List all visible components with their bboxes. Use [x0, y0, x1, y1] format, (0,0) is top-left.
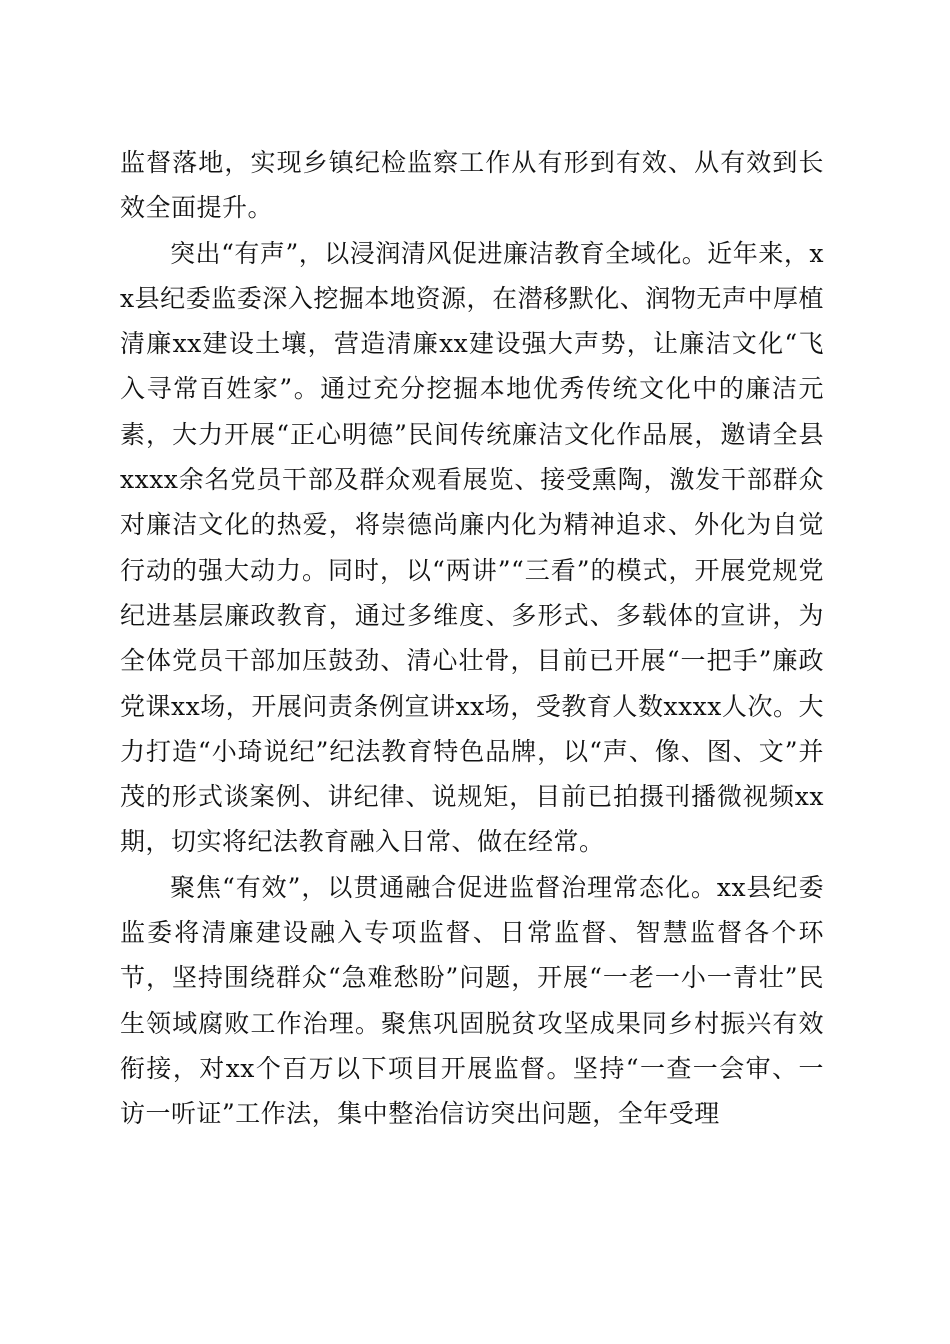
paragraph-youshen: 突出“有声”，以浸润清风促进廉洁教育全域化。近年来，xx县纪委监委深入挖掘本地资源，在潜移默化、润物无声中厚植清廉xx建设土壤，营造清廉xx建设强大声势，让廉洁文化“飞入寻常百姓家”。通过充分挖掘本地优秀传统文化中的廉洁元素，大力开展“正心明德”民间传统廉洁文化作品展，邀请全县xxxx余名党员干部及群众观看展览、接受熏陶，激发干部群众对廉洁文化的热爱，将崇德尚廉内化为精神追求、外化为自觉行动的强大动力。同时，以“两讲”“三看”的模式，开展党规党纪进基层廉政教育，通过多维度、多形式、多载体的宣讲，为全体党员干部加压鼓劲、清心壮骨，目前已开展“一把手”廉政党课xx场，开展问责条例宣讲xx场，受教育人数xxxx人次。大力打造“小琦说纪”纪法教育特色品牌，以“声、像、图、文”并茂的形式谈案例、讲纪律、说规矩，目前已拍摄刊播微视频xx期，切实将纪法教育融入日常、做在经常。 [120, 238, 824, 857]
paragraph-youxiao: 聚焦“有效”，以贯通融合促进监督治理常态化。xx县纪委监委将清廉建设融入专项监督、日常监督、智慧监督各个环节，坚持围绕群众“急难愁盼”问题，开展“一老一小一青壮”民生领域腐败工作治理。聚焦巩固脱贫攻坚成果同乡村振兴有效衔接，对xx个百万以下项目开展监督。坚持“一查一会审、一访一听证”工作法，集中整治信访突出问题，全年受理 [120, 872, 824, 1129]
paragraph-continuation: 监督落地，实现乡镇纪检监察工作从有形到有效、从有效到长效全面提升。 [120, 148, 824, 223]
document-body [120, 140, 824, 1137]
